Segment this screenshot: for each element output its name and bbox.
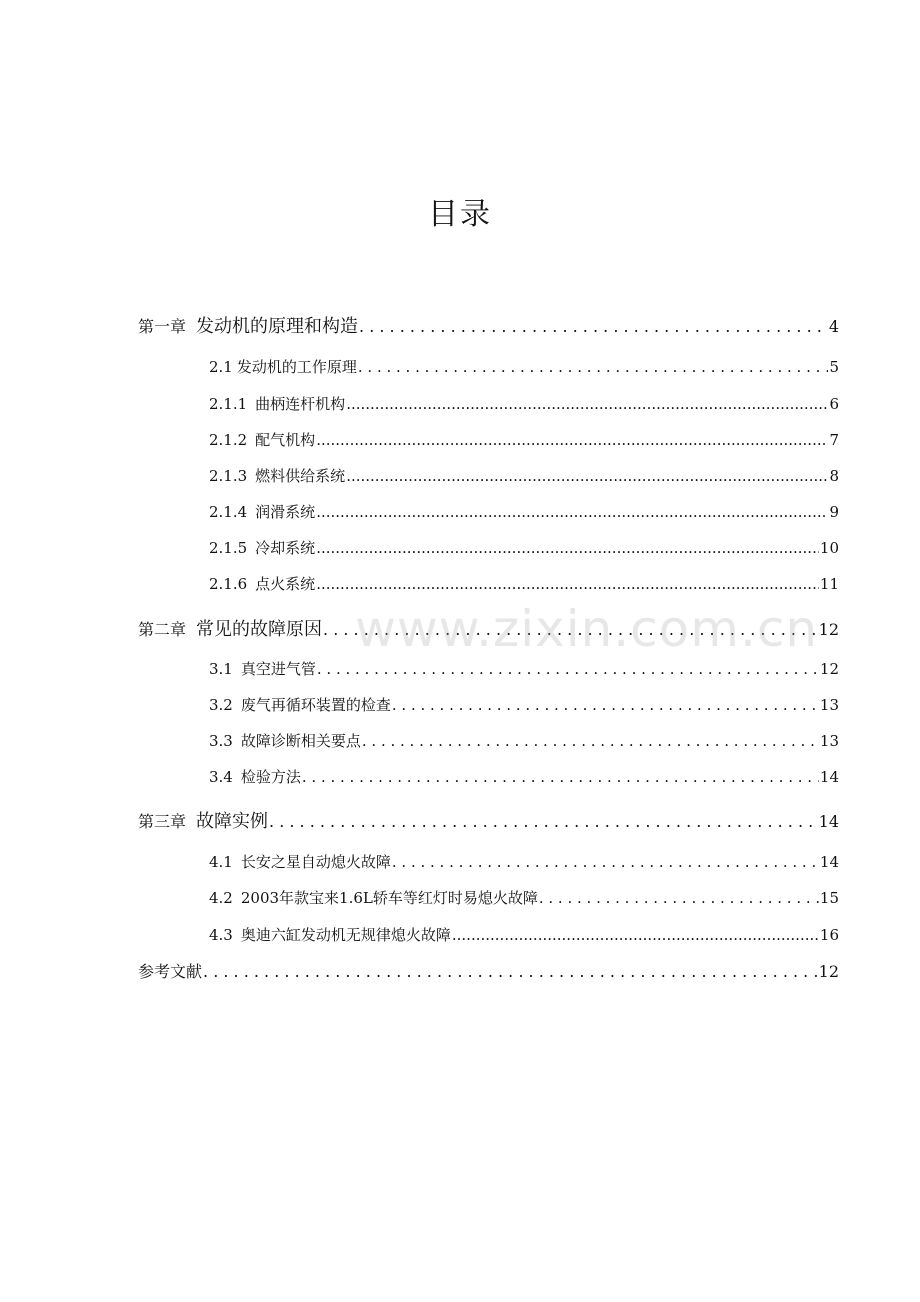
- page-number: 16: [819, 926, 839, 944]
- chapter-prefix: 第二章: [138, 620, 187, 639]
- toc-entry-4-2[interactable]: [209, 887, 839, 908]
- section-title: 燃料供给系统: [255, 467, 346, 485]
- dot-leader: [317, 660, 819, 678]
- dot-leader: [392, 853, 819, 871]
- toc-title: 目录: [428, 197, 492, 232]
- section-title: 曲柄连杆机构: [255, 395, 346, 413]
- toc-entry-2-1-6[interactable]: [209, 573, 839, 594]
- chapter-prefix: 第三章: [138, 812, 187, 831]
- toc-entry-chapter-2[interactable]: [138, 615, 839, 641]
- toc-entry-3-4[interactable]: [209, 766, 839, 787]
- dot-leader: [316, 539, 819, 557]
- dot-leader: [452, 926, 819, 944]
- page-number: 12: [818, 962, 839, 981]
- dot-leader: [316, 503, 828, 521]
- dot-leader: [539, 889, 819, 907]
- page-number: 10: [819, 539, 839, 557]
- dot-leader: [269, 812, 818, 831]
- toc-entry-2-1[interactable]: [209, 356, 839, 377]
- section-title: 废气再循环装置的检查: [240, 696, 391, 714]
- page-number: 13: [819, 696, 839, 714]
- toc-entry-references[interactable]: [138, 959, 839, 982]
- toc-entry-2-1-5[interactable]: [209, 537, 839, 558]
- page-number: 14: [819, 768, 839, 786]
- page-number: 15: [819, 889, 839, 907]
- references-title: 参考文献: [138, 962, 203, 981]
- section-title: 长安之星自动熄火故障: [240, 853, 391, 871]
- dot-leader: [316, 431, 828, 449]
- page-number: 13: [819, 732, 839, 750]
- page-number: 14: [818, 812, 839, 831]
- page-number: 8: [829, 467, 839, 485]
- section-number: 4.1: [209, 853, 233, 871]
- toc-entry-2-1-2[interactable]: [209, 429, 839, 450]
- section-number: 2.1.6: [209, 575, 248, 593]
- page-number: 5: [829, 358, 839, 376]
- section-title: 润滑系统: [255, 503, 316, 521]
- chapter-title: 发动机的原理和构造: [196, 316, 359, 337]
- dot-leader: [302, 768, 819, 786]
- chapter-prefix: 第一章: [138, 317, 187, 336]
- toc-entry-4-1[interactable]: [209, 851, 839, 872]
- section-number: 2.1.3: [209, 467, 248, 485]
- section-title: 配气机构: [255, 431, 316, 449]
- section-number: 3.3: [209, 732, 233, 750]
- section-number: 3.1: [209, 660, 233, 678]
- dot-leader: [362, 732, 819, 750]
- page-number: 14: [819, 853, 839, 871]
- toc-entry-2-1-1[interactable]: [209, 393, 839, 414]
- section-number: 3.2: [209, 696, 233, 714]
- dot-leader: [323, 620, 818, 639]
- toc-entry-3-1[interactable]: [209, 658, 839, 679]
- dot-leader: [316, 575, 819, 593]
- section-number: 4.2: [209, 889, 233, 907]
- dot-leader: [346, 467, 828, 485]
- page-number: 12: [818, 620, 839, 639]
- section-number: 2.1: [209, 358, 233, 376]
- section-title: 2003年款宝来1.6L轿车等红灯时易熄火故障: [240, 889, 538, 907]
- section-title: 真空进气管: [240, 660, 316, 678]
- section-number: 2.1.5: [209, 539, 248, 557]
- dot-leader: [346, 395, 828, 413]
- toc-entry-4-3[interactable]: [209, 924, 839, 945]
- page-number: 9: [829, 503, 839, 521]
- section-title: 发动机的工作原理: [236, 358, 357, 376]
- section-title: 奥迪六缸发动机无规律熄火故障: [240, 926, 451, 944]
- section-title: 故障诊断相关要点: [240, 732, 361, 750]
- toc-entry-chapter-1[interactable]: [138, 312, 839, 338]
- watermark: www.zixin.com.cn: [355, 600, 819, 658]
- section-number: 2.1.2: [209, 431, 248, 449]
- toc-entry-2-1-4[interactable]: [209, 501, 839, 522]
- chapter-title: 常见的故障原因: [196, 619, 323, 640]
- dot-leader: [358, 358, 829, 376]
- chapter-title: 故障实例: [196, 811, 269, 832]
- dot-leader: [203, 962, 818, 981]
- section-number: 2.1.4: [209, 503, 248, 521]
- page-number: 11: [819, 575, 839, 593]
- page-number: 6: [829, 395, 839, 413]
- section-number: 2.1.1: [209, 395, 248, 413]
- toc-entry-3-2[interactable]: [209, 694, 839, 715]
- section-title: 冷却系统: [255, 539, 316, 557]
- page-number: 12: [819, 660, 839, 678]
- dot-leader: [392, 696, 819, 714]
- toc-entry-2-1-3[interactable]: [209, 465, 839, 486]
- page-number: 7: [829, 431, 839, 449]
- dot-leader: [359, 317, 828, 336]
- toc-entry-chapter-3[interactable]: [138, 807, 839, 833]
- toc-entry-3-3[interactable]: [209, 730, 839, 751]
- section-number: 4.3: [209, 926, 233, 944]
- section-title: 点火系统: [255, 575, 316, 593]
- section-number: 3.4: [209, 768, 233, 786]
- section-title: 检验方法: [240, 768, 301, 786]
- page-number: 4: [828, 317, 839, 336]
